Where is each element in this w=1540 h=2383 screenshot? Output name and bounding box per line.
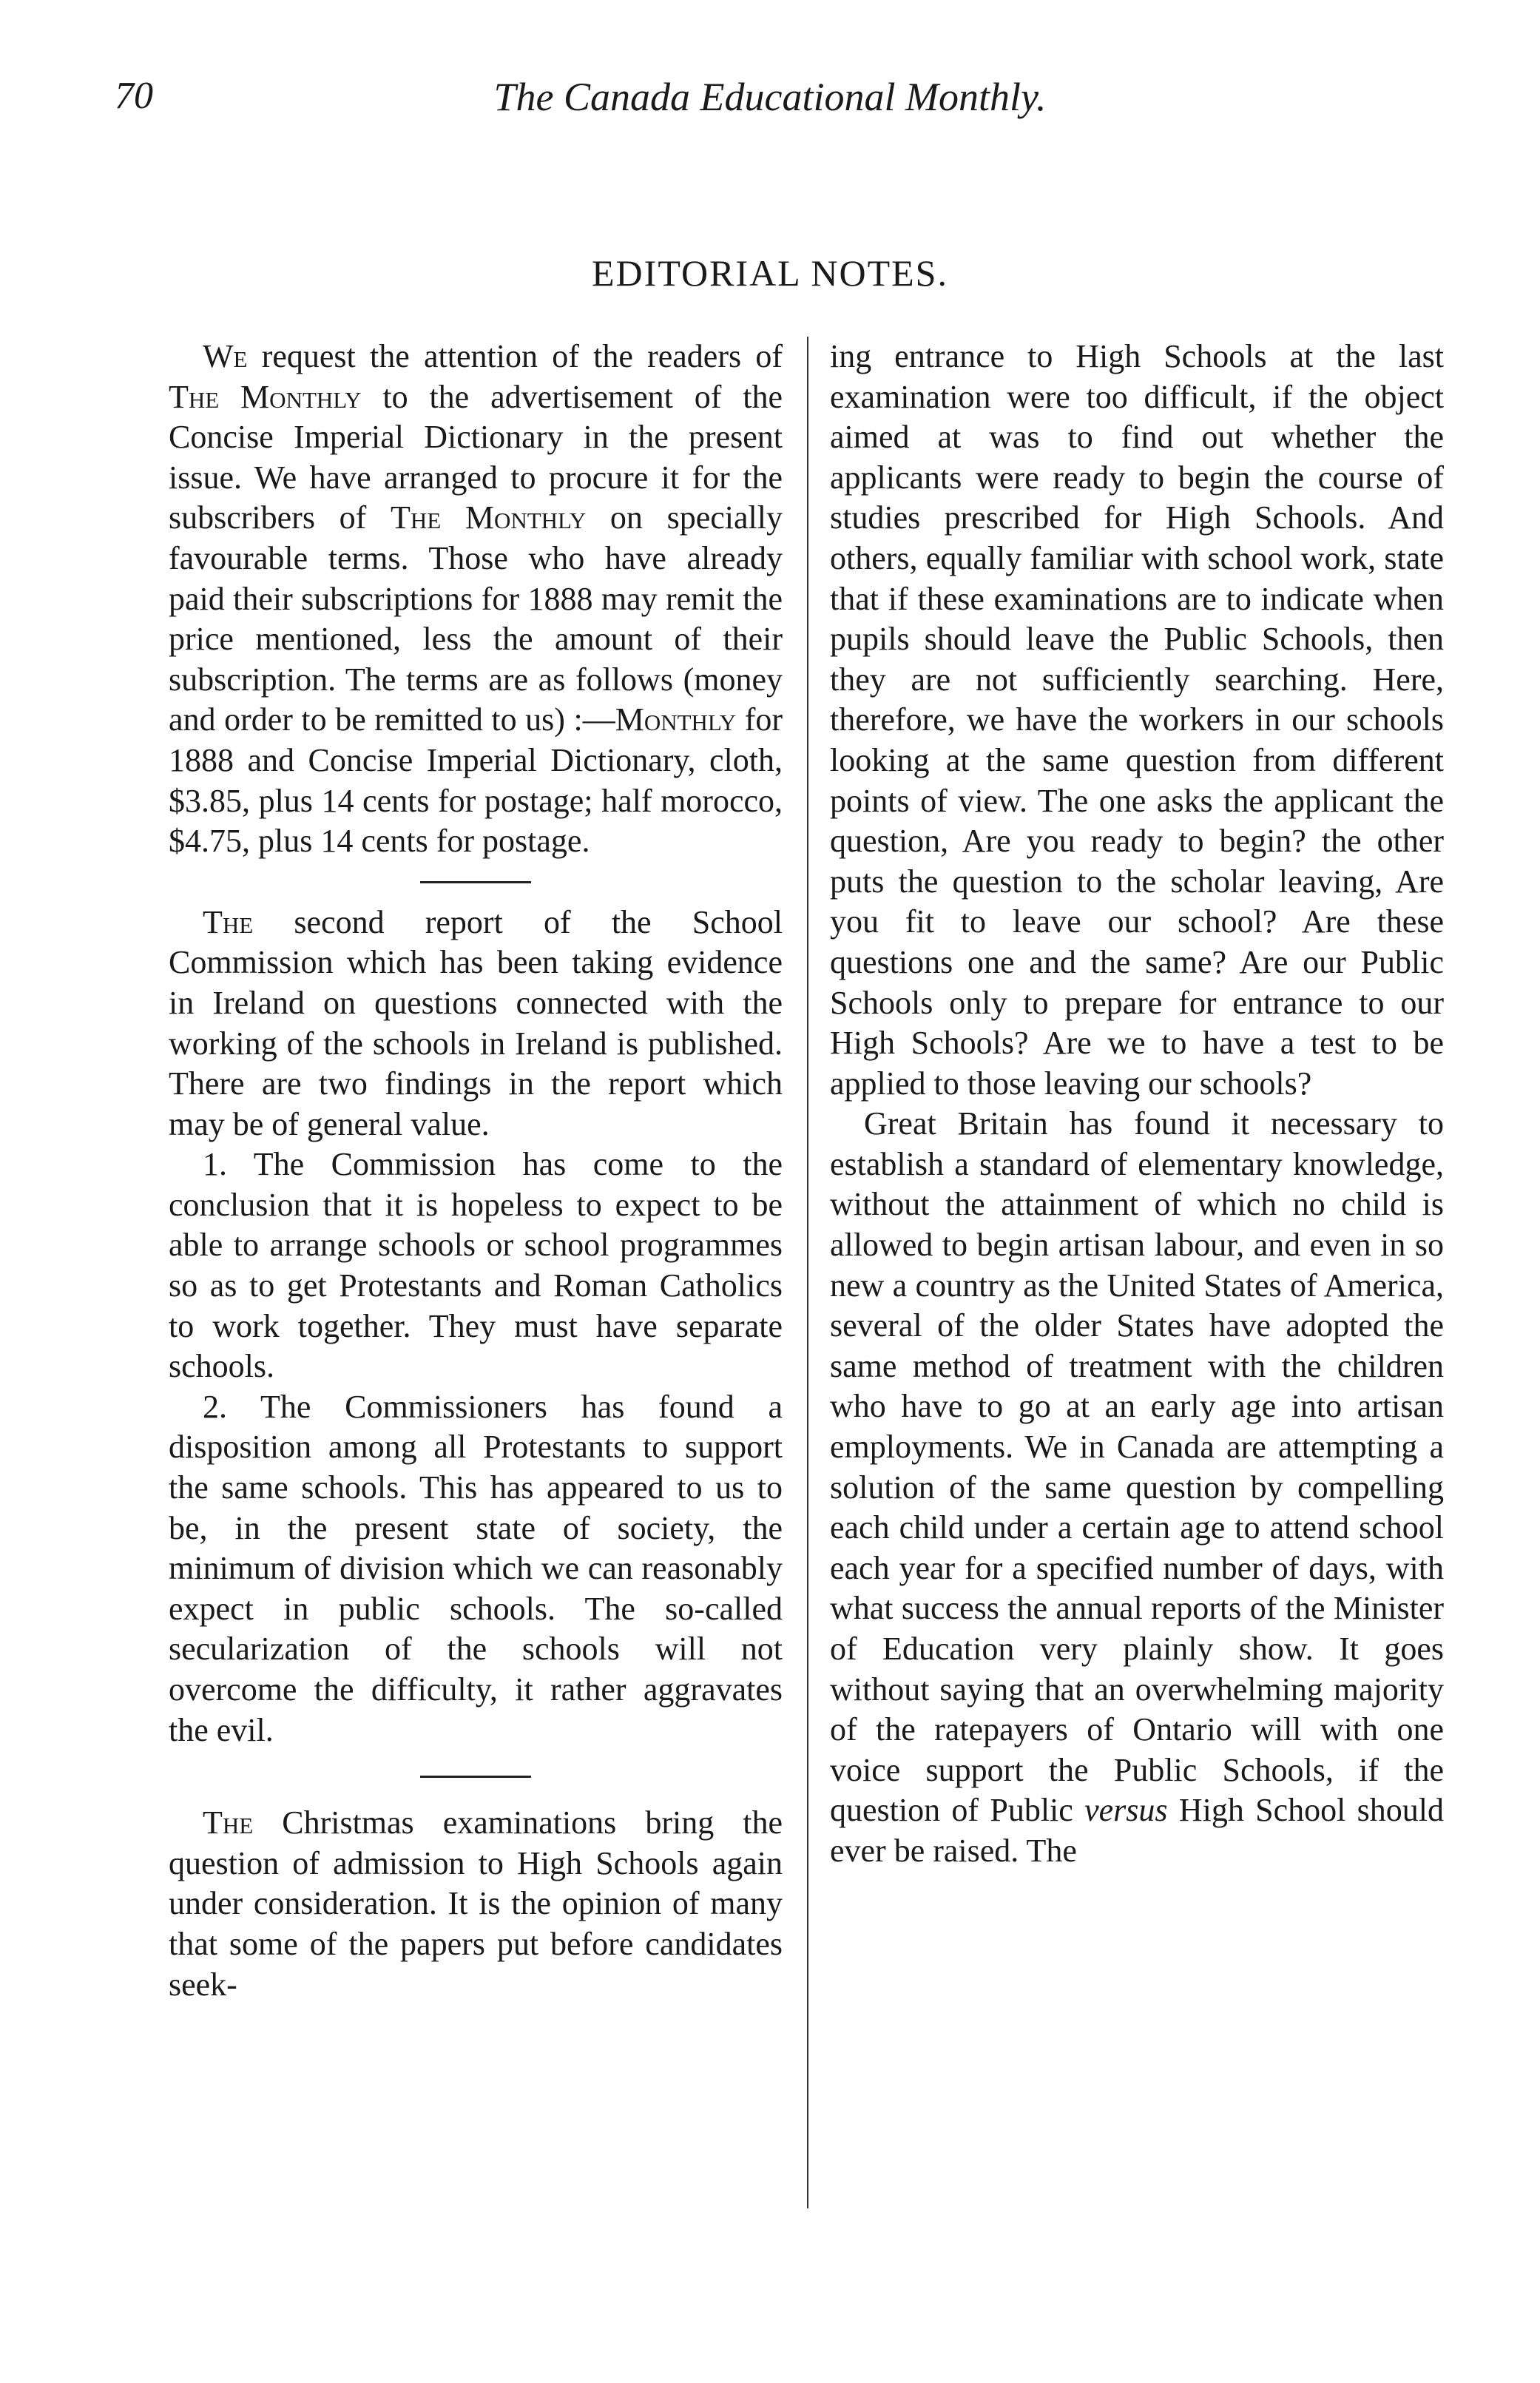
section-heading: EDITORIAL NOTES. <box>592 252 948 294</box>
lead-word: The <box>203 1804 254 1841</box>
monthly-title: The Monthly <box>390 499 587 536</box>
text: High School should ever be raised. The <box>830 1792 1444 1869</box>
paragraph-great-britain <box>830 1104 1444 1871</box>
text: second report of the School Commission which has been taking evidence in Ireland on questions connected with the working of the schools in Ireland is published. There are two findings in the report which may be of general value. <box>169 903 783 1142</box>
lead-word: We <box>203 338 248 374</box>
paragraph-school-commission <box>169 903 783 1145</box>
text: to the advertisement of the Concise Imperial Dictionary in the present issue. We have arranged to procure it for the subscribers of <box>169 378 783 536</box>
monthly-title: The Monthly <box>169 378 362 415</box>
item-number: 1. <box>203 1146 227 1183</box>
monthly-title: Monthly <box>615 701 737 738</box>
text: The Commissioners has found a disposition among all Protestants to support the same schools. This has appeared to us to be, in the present state of society, the minimum of division which we can reasonably expect in public schools. The so-called secularization of the schools will not overcome the difficulty, it rather aggravates the evil. <box>169 1388 783 1748</box>
section-divider <box>420 1776 531 1778</box>
finding-item-1 <box>169 1145 783 1387</box>
text: on specially favourable terms. Those who have already paid their subscriptions for 1888 may remit the price mentioned, less the amount of their subscription. The terms are as follows (money and order to be remitted to us) :— <box>169 499 783 738</box>
paragraph-christmas-exams <box>169 1803 783 2005</box>
right-column <box>830 337 1444 1872</box>
finding-item-2 <box>169 1387 783 1750</box>
column-divider <box>807 337 808 2208</box>
paragraph-dictionary-offer <box>169 337 783 862</box>
text: Great Britain has found it necessary to establish a standard of elementary knowledge, without the attainment of which no child is allowed to begin artisan labour, and even in so new a country as the United States of America, several of the older States have adopted the same method of treatment with the children who have to go at an early age into artisan employments. We in Canada are attempting a solution of the same question by compelling each child under a certain age to attend school each year for a specified number of days, with what success the annual reports of the Minister of Education very plainly show. It goes without saying that an overwhelming majority of the ratepayers of Ontario will with one voice support the Public Schools, if the question of Public <box>830 1105 1444 1829</box>
left-column <box>169 337 783 2005</box>
lead-word: The <box>203 903 254 940</box>
text: Christmas examinations bring the question of admission to High Schools again under consideration. It is the opinion of many that some of the papers put before candidates seek- <box>169 1804 783 2003</box>
page-number: 70 <box>115 75 153 117</box>
text: The Commission has come to the conclusion that it is hopeless to expect to be able to arrange schools or school programmes so as to get Protestants and Roman Catholics to work together. They must have separate schools. <box>169 1146 783 1385</box>
italic-word: versus <box>1084 1792 1168 1829</box>
running-title: The Canada Educational Monthly. <box>493 75 1047 119</box>
text: request the attention of the readers of <box>247 338 783 374</box>
section-divider <box>420 881 531 883</box>
item-number: 2. <box>203 1388 227 1425</box>
paragraph-continuation: ing entrance to High Schools at the last examination were too difficult, if the object aimed at was to find out whether the applicants were ready to begin the course of studies prescribed for High Schools. And others, equally familiar with school work, state that if these examinations are to indicate when pupils should leave the Public Schools, then they are not sufficiently searching. Here, therefore, we have the workers in our schools looking at the same question from different points of view. The one asks the applicant the question, Are you ready to begin? the other puts the question to the scholar leaving, Are you fit to leave our school? Are these questions one and the same? Are our Public Schools only to prepare for entrance to our High Schools? Are we to have a test to be applied to those leaving our schools? <box>830 338 1444 1102</box>
text: for 1888 and Concise Imperial Dictionary, cloth, $3.85, plus 14 cents for postage; half morocco, $4.75, plus 14 cents for postage. <box>169 701 783 860</box>
